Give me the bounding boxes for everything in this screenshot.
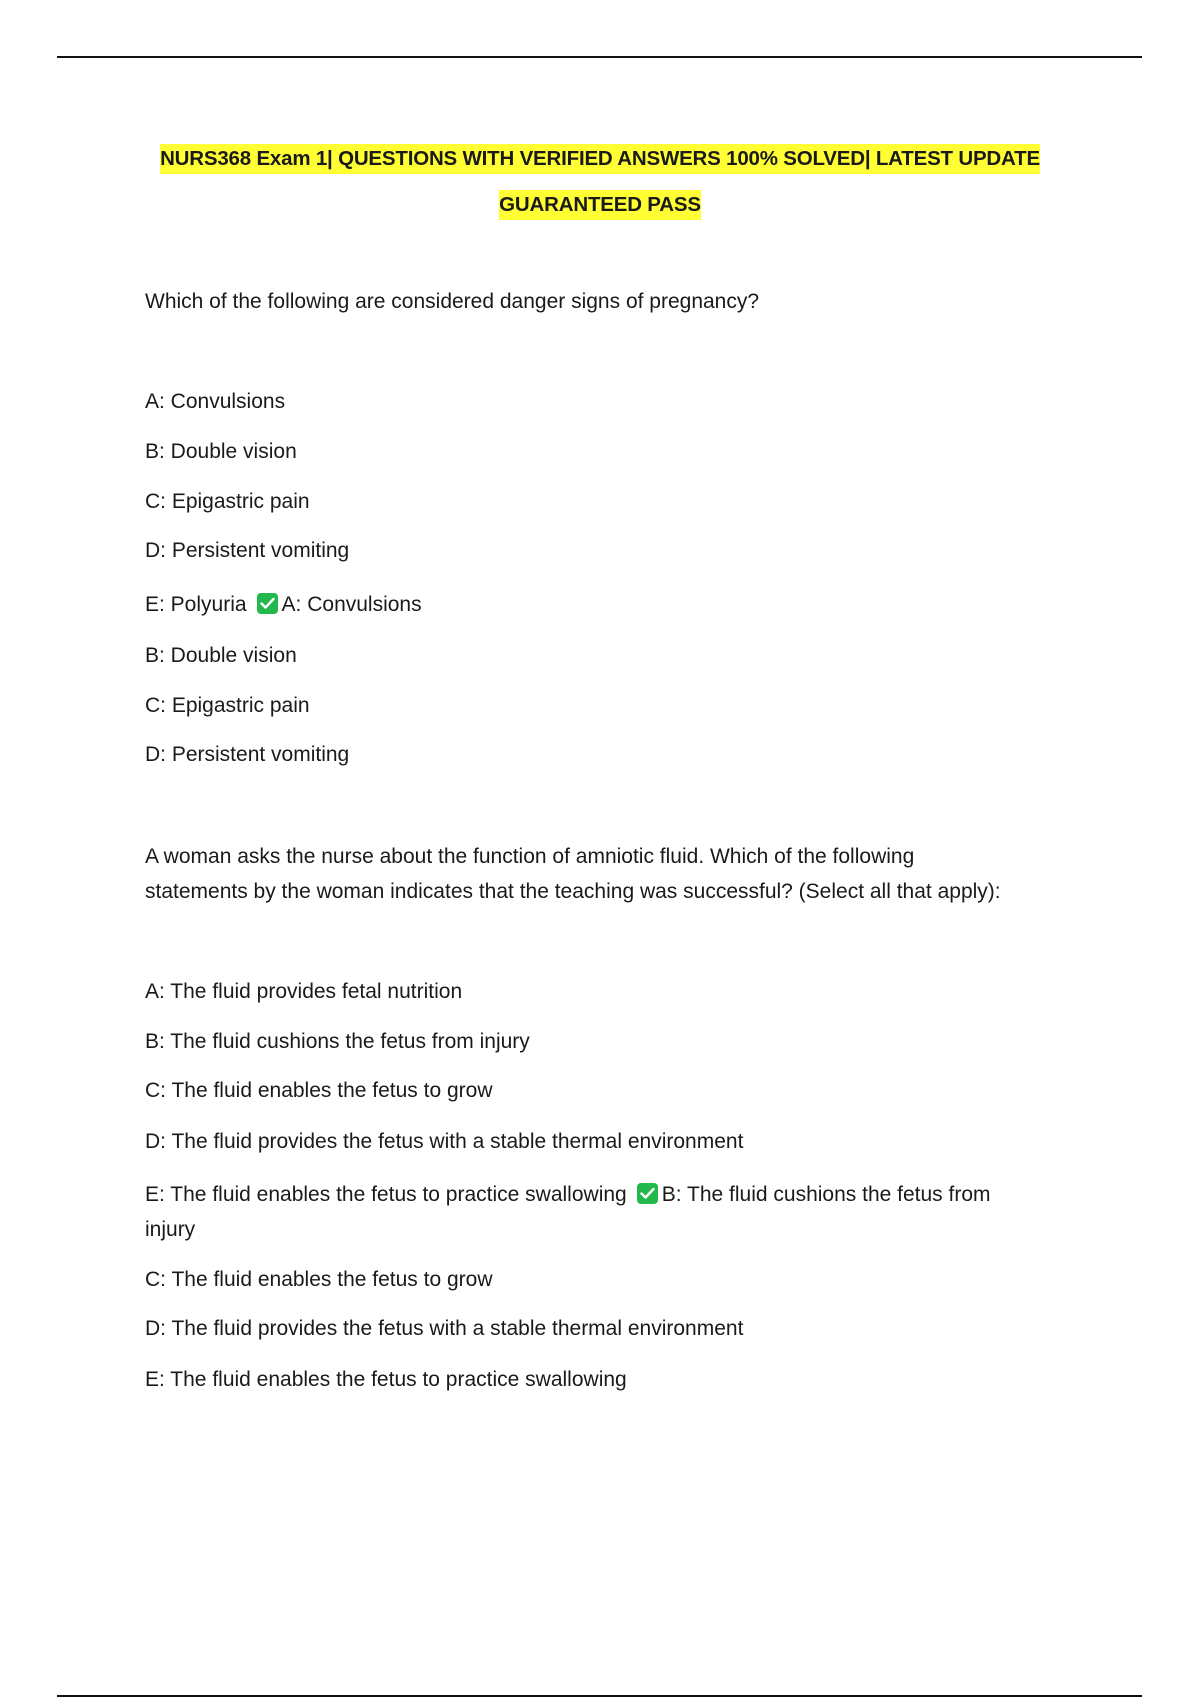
q2-option-a: A: The fluid provides fetal nutrition [145, 980, 463, 1003]
q2-answer-b: B: The fluid cushions the fetus from [661, 1183, 991, 1206]
q1-option-b: B: Double vision [145, 440, 297, 463]
document-title-line-2: GUARANTEED PASS [0, 193, 1200, 217]
q2-answer-c: C: The fluid enables the fetus to grow [145, 1268, 493, 1291]
q2-option-b: B: The fluid cushions the fetus from injury [145, 1030, 530, 1053]
bottom-divider [57, 1695, 1142, 1697]
q1-answer-b: B: Double vision [145, 644, 297, 667]
q2-answer-e: E: The fluid enables the fetus to practice swallowing [145, 1368, 627, 1391]
q1-option-e: E: Polyuria [145, 593, 247, 616]
q1-option-e-with-answer [145, 587, 1075, 622]
document-title-line-1: NURS368 Exam 1| QUESTIONS WITH VERIFIED ANSWERS 100% SOLVED| LATEST UPDATE [0, 147, 1200, 171]
q1-option-d: D: Persistent vomiting [145, 539, 350, 562]
q2-answer-b-wrap: injury [145, 1218, 196, 1241]
q2-answer-d: D: The fluid provides the fetus with a stable thermal environment [145, 1317, 744, 1340]
question-1-text: Which of the following are considered danger signs of pregnancy? [145, 290, 760, 313]
check-mark-icon [637, 1183, 658, 1204]
check-mark-icon [257, 593, 278, 614]
question-2-text-line-2: statements by the woman indicates that the teaching was successful? (Select all that apply): [145, 880, 1001, 903]
question-2-text-line-1: A woman asks the nurse about the function of amniotic fluid. Which of the following [145, 845, 915, 868]
q1-answer-a: A: Convulsions [281, 593, 422, 616]
q2-option-e: E: The fluid enables the fetus to practice swallowing [145, 1183, 627, 1206]
q1-option-a: A: Convulsions [145, 390, 286, 413]
q2-option-d: D: The fluid provides the fetus with a stable thermal environment [145, 1130, 744, 1153]
q1-answer-c: C: Epigastric pain [145, 694, 310, 717]
top-divider [57, 56, 1142, 58]
q1-answer-d: D: Persistent vomiting [145, 743, 350, 766]
q2-option-c: C: The fluid enables the fetus to grow [145, 1079, 493, 1102]
q1-option-c: C: Epigastric pain [145, 490, 310, 513]
q2-option-e-with-answer [145, 1177, 1075, 1212]
